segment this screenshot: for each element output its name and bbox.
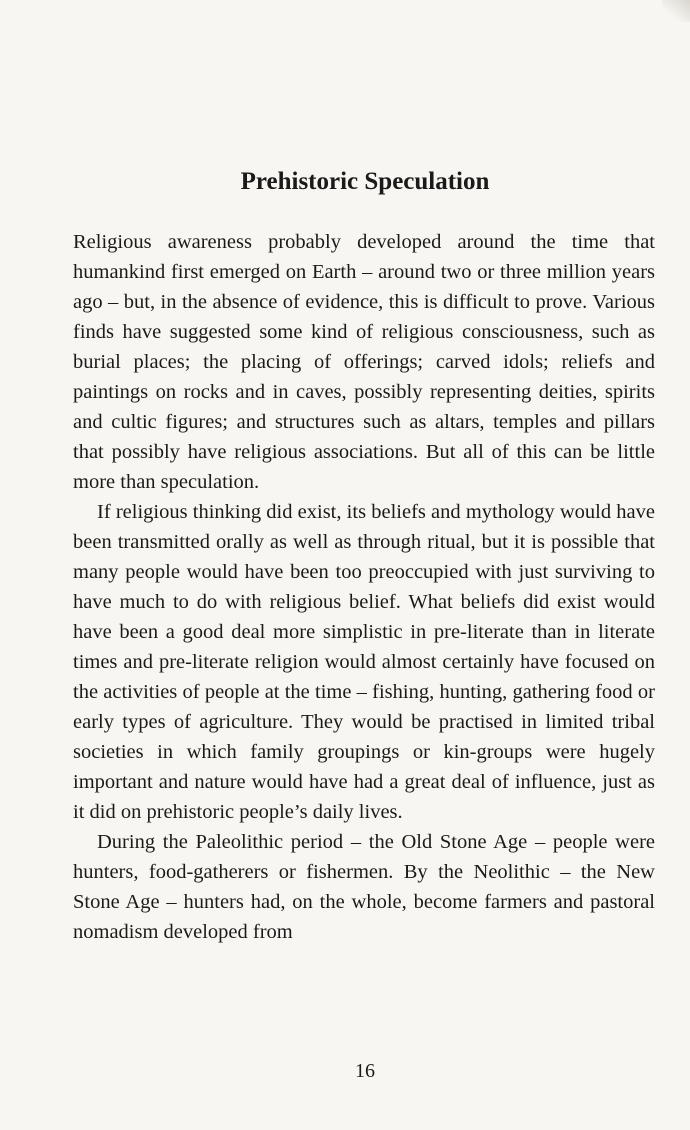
page-corner-shadow bbox=[662, 0, 690, 22]
paragraph-3: During the Paleolithic period – the Old Stone Age – people were hunters, food-gatherers or fishermen. By the Neolithic – the New Stone Age – hunters had, on the whole, become farmers and pastoral nomadism developed from bbox=[73, 831, 655, 943]
paragraph-1: Religious awareness probably developed around the time that humankind first emerged on Earth – around two or three million years ago – but, in the absence of evidence, this is difficult to prove. Various finds have suggested some kind of religious consciousness, such as burial places; the placing of offerings; carved idols; reliefs and paintings on rocks and in caves, possibly representing deities, spirits and cultic figures; and structures such as altars, temples and pillars that possibly have religious associations. But all of this can be little more than speculation. bbox=[73, 231, 655, 493]
section-heading: Prehistoric Speculation bbox=[240, 168, 490, 195]
paragraph-2: If religious thinking did exist, its beliefs and mythology would have been transmitted orally as well as through ritual, but it is possible that many people would have been too preoccupied with just surviving to have much to do with religious belief. What beliefs did exist would have been a good deal more simplistic in pre-literate than in literate times and pre-literate religion would almost certainly have focused on the activities of people at the time – fishing, hunting, gathering food or early types of agriculture. They would be practised in limited tribal societies in which family groupings or kin-groups were hugely important and nature would have had a great deal of influence, just as it did on prehistoric people’s daily lives. bbox=[73, 501, 655, 823]
page-number: 16 bbox=[355, 1060, 375, 1082]
body-text bbox=[73, 227, 655, 947]
